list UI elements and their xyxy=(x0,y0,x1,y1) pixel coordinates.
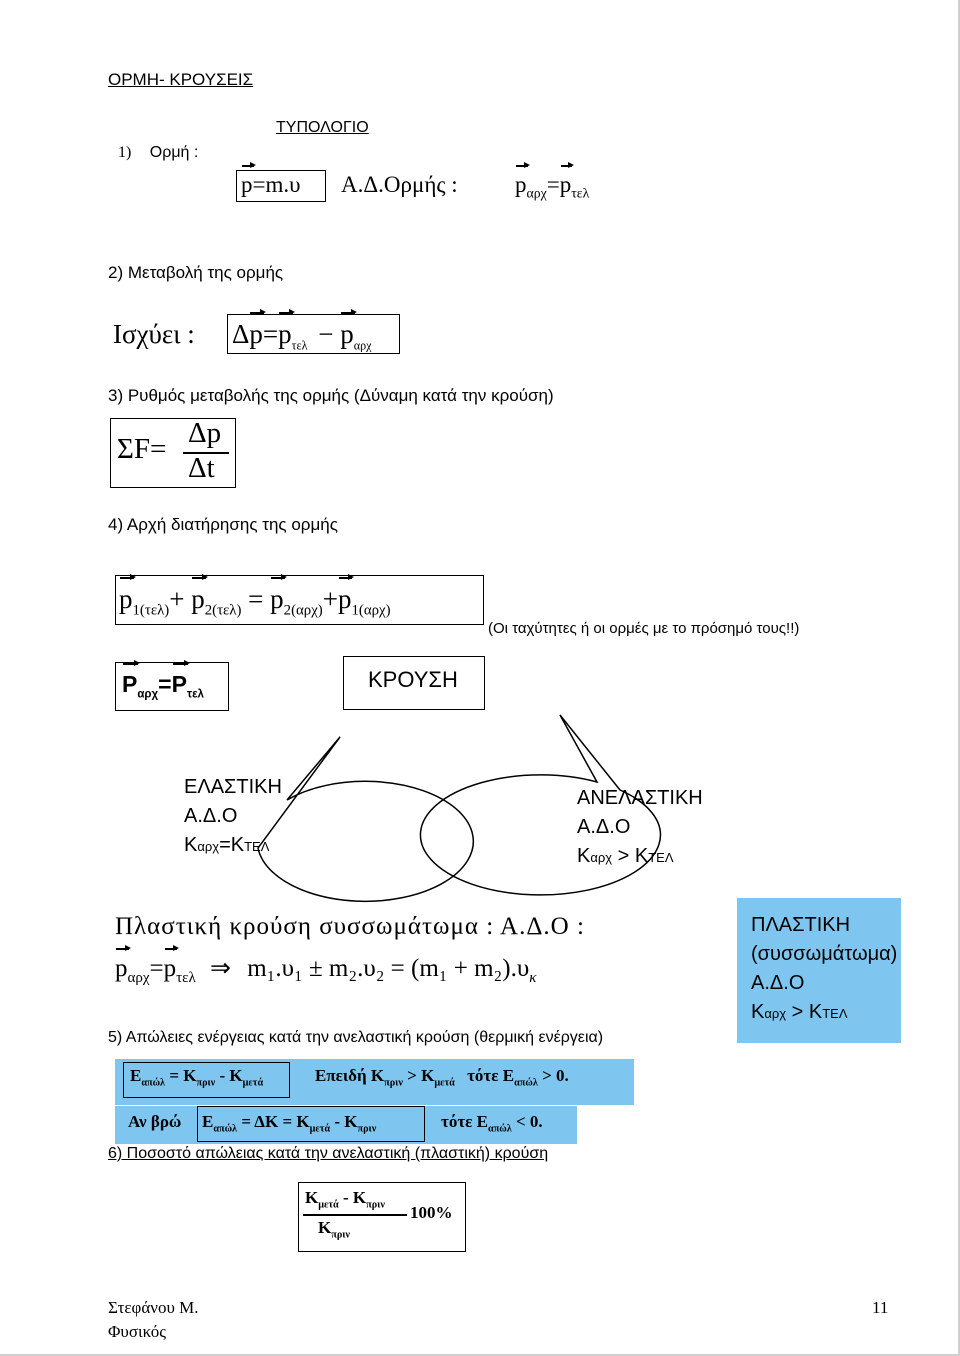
sub-arx: αρχ xyxy=(137,688,159,701)
k-symbol: K xyxy=(305,1188,319,1207)
section3-heading: 3) Ρυθμός μεταβολής της ορμής (Δύναμη κατά την κρούση) xyxy=(108,386,554,405)
p-initial: p xyxy=(515,170,527,200)
sub-tel: ΤΕΛ xyxy=(648,850,674,865)
e-symbol: E xyxy=(130,1066,142,1085)
section1-number: 1) xyxy=(118,144,132,161)
eq-dk: = ΔK = K xyxy=(237,1112,310,1131)
sign-note: (Οι ταχύτητες ή οι ορμές με το πρόσημό τους!!) xyxy=(488,620,800,637)
loss-formula-1-frame xyxy=(123,1062,290,1098)
p2-final: p xyxy=(191,584,205,614)
gt-zero: > 0. xyxy=(537,1066,569,1085)
p-initial: p xyxy=(340,319,354,349)
k-symbol: Κ xyxy=(184,834,198,856)
page-title: ΟΡΜΗ- ΚΡΟΥΣΕΙΣ xyxy=(108,70,254,89)
sub-arx: αρχ xyxy=(526,185,547,201)
elastic-line1: ΕΛΑΣΤΙΚΗ xyxy=(184,776,282,798)
p1-initial: p xyxy=(337,584,352,614)
sub-apol: απώλ xyxy=(213,1123,238,1135)
percent-fraction-bar xyxy=(303,1214,407,1216)
loss-formula-2 xyxy=(202,1112,376,1134)
sub-prin: πριν xyxy=(357,1123,377,1135)
equals: = xyxy=(149,955,164,982)
sub-arx: αρχ xyxy=(197,839,220,854)
section1-label: Ορμή xyxy=(149,144,190,161)
p-vector: p xyxy=(249,319,263,349)
section2-lhs: Ισχύει : xyxy=(113,319,195,349)
sub-apol: απώλ xyxy=(488,1123,512,1135)
greater-k: > Κ xyxy=(612,845,649,867)
sub-1tel: 1(τελ) xyxy=(132,602,170,619)
P-final: P xyxy=(172,668,187,700)
sub-2arx: 2(αρχ) xyxy=(283,602,323,619)
sub-meta: μετά xyxy=(318,1199,339,1211)
sub-apol: απώλ xyxy=(514,1077,538,1089)
sub-arx: αρχ xyxy=(127,970,150,986)
loss-condition-1 xyxy=(315,1066,569,1088)
p-initial: p xyxy=(115,953,128,985)
plastic-equation-line1: Πλαστική κρούση συσσωμάτωμα : Α.Δ.Ο : xyxy=(115,913,585,940)
loss-condition-2 xyxy=(441,1112,543,1134)
section5-heading: 5) Απώλειες ενέργειας κατά την ανελαστική κρούση (θερμική ενέργεια) xyxy=(108,1029,604,1046)
greater-k: > Κ xyxy=(786,1001,823,1023)
since-k: Επειδή K xyxy=(315,1066,385,1085)
percent-denominator xyxy=(318,1218,350,1240)
k-symbol: Κ xyxy=(577,845,591,867)
plastic-line3: Α.Δ.Ο xyxy=(751,972,805,994)
conservation-label: Α.Δ.Ορμής : xyxy=(341,172,458,197)
sub-2tel: 2(τελ) xyxy=(204,602,242,619)
p-final: p xyxy=(164,953,177,985)
p1-final: p xyxy=(119,584,133,614)
sub-prin: πριν xyxy=(331,1229,350,1241)
plastic-line4 xyxy=(751,998,848,1028)
section6-heading: 6) Ποσοστό απώλειας κατά την ανελαστική (πλαστική) κρούση xyxy=(108,1145,549,1162)
footer-role: Φυσικός xyxy=(108,1322,167,1341)
k-symbol: Κ xyxy=(751,1001,765,1023)
page-number: 11 xyxy=(872,1298,889,1317)
implies-arrow: ⇒ xyxy=(209,955,231,982)
section1-colon: : xyxy=(193,144,199,161)
plus: + xyxy=(322,584,338,614)
elastic-line2: Α.Δ.Ο xyxy=(184,805,238,827)
plus: + xyxy=(169,584,185,614)
equals: = xyxy=(248,584,264,614)
force-lhs: ΣF= xyxy=(117,433,167,465)
inelastic-line2: Α.Δ.Ο xyxy=(577,816,631,838)
section2-heading: 2) Μεταβολή της ορμής xyxy=(108,263,284,282)
footer-author: Στεφάνου Μ. xyxy=(108,1298,199,1317)
sub-tel: ΤΕΛ xyxy=(244,839,270,854)
momentum-rhs: =m.υ xyxy=(252,172,301,197)
lt-zero: < 0. xyxy=(511,1112,543,1131)
sub-tel: τελ xyxy=(176,970,196,986)
inelastic-line3 xyxy=(577,842,674,872)
then-e: τότε E xyxy=(467,1066,515,1085)
sub-arx: αρχ xyxy=(590,850,613,865)
minus: − xyxy=(318,319,334,349)
equals-k: =Κ xyxy=(219,834,245,856)
eq-k: = K xyxy=(165,1066,197,1085)
sub-arx: αρχ xyxy=(764,1006,787,1021)
inelastic-line1: ΑΝΕΛΑΣΤΙΚΗ xyxy=(577,787,703,809)
sub-tel: τελ xyxy=(291,338,308,353)
equals: = xyxy=(262,319,279,349)
sub-arx: αρχ xyxy=(353,338,372,353)
plastic-line1: ΠΛΑΣΤΙΚΗ xyxy=(751,914,851,936)
P-initial: P xyxy=(122,668,137,700)
sub-tel: τελ xyxy=(186,688,204,701)
collision-label: ΚΡΟΥΣΗ xyxy=(368,667,458,692)
sub-k: κ xyxy=(529,970,537,986)
equals: = xyxy=(158,671,172,697)
force-denominator: Δt xyxy=(188,452,215,484)
gt-k: > K xyxy=(402,1066,435,1085)
plastic-equation-line2 xyxy=(115,953,536,994)
then-e: τότε E xyxy=(441,1112,489,1131)
percent-numerator xyxy=(305,1188,385,1210)
sub-meta: μετά xyxy=(242,1077,264,1089)
elastic-line3 xyxy=(184,831,269,861)
minus-k: - K xyxy=(338,1188,367,1207)
formulary-heading: ΤΥΠΟΛΟΓΙΟ xyxy=(276,119,369,136)
minus-k: - K xyxy=(215,1066,243,1085)
sub-apol: απώλ xyxy=(141,1077,166,1089)
loss-if: Αν βρώ xyxy=(128,1112,182,1131)
k-symbol: K xyxy=(318,1218,332,1237)
plastic-line2: (συσσωμάτωμα) xyxy=(751,943,898,965)
p-final: p xyxy=(278,319,292,349)
sub-1arx: 1(αρχ) xyxy=(351,602,391,619)
e-symbol: E xyxy=(202,1112,214,1131)
percent-100: 100% xyxy=(410,1203,453,1222)
sub-tel: ΤΕΛ xyxy=(822,1006,848,1021)
sub-prin: πριν xyxy=(196,1077,216,1089)
p2-initial: p xyxy=(270,584,284,614)
sub-prin: πριν xyxy=(366,1199,385,1211)
section4-heading: 4) Αρχή διατήρησης της ορμής xyxy=(108,515,338,534)
elastic-bubble xyxy=(258,737,473,901)
sub-prin: πριν xyxy=(384,1077,403,1089)
sub-tel: τελ xyxy=(571,185,590,201)
minus-k: - K xyxy=(330,1112,358,1131)
sub-meta: μετά xyxy=(434,1077,455,1089)
p-final: p xyxy=(560,170,572,200)
equals: = xyxy=(546,172,560,197)
sub-meta: μετά xyxy=(309,1123,331,1135)
delta: Δ xyxy=(232,319,250,349)
plastic-rest: m₁.υ₁ ± m₂.υ₂ = (m₁ + m₂).υ xyxy=(247,955,530,982)
p-vector: p xyxy=(241,170,253,200)
force-numerator: Δp xyxy=(188,417,222,449)
